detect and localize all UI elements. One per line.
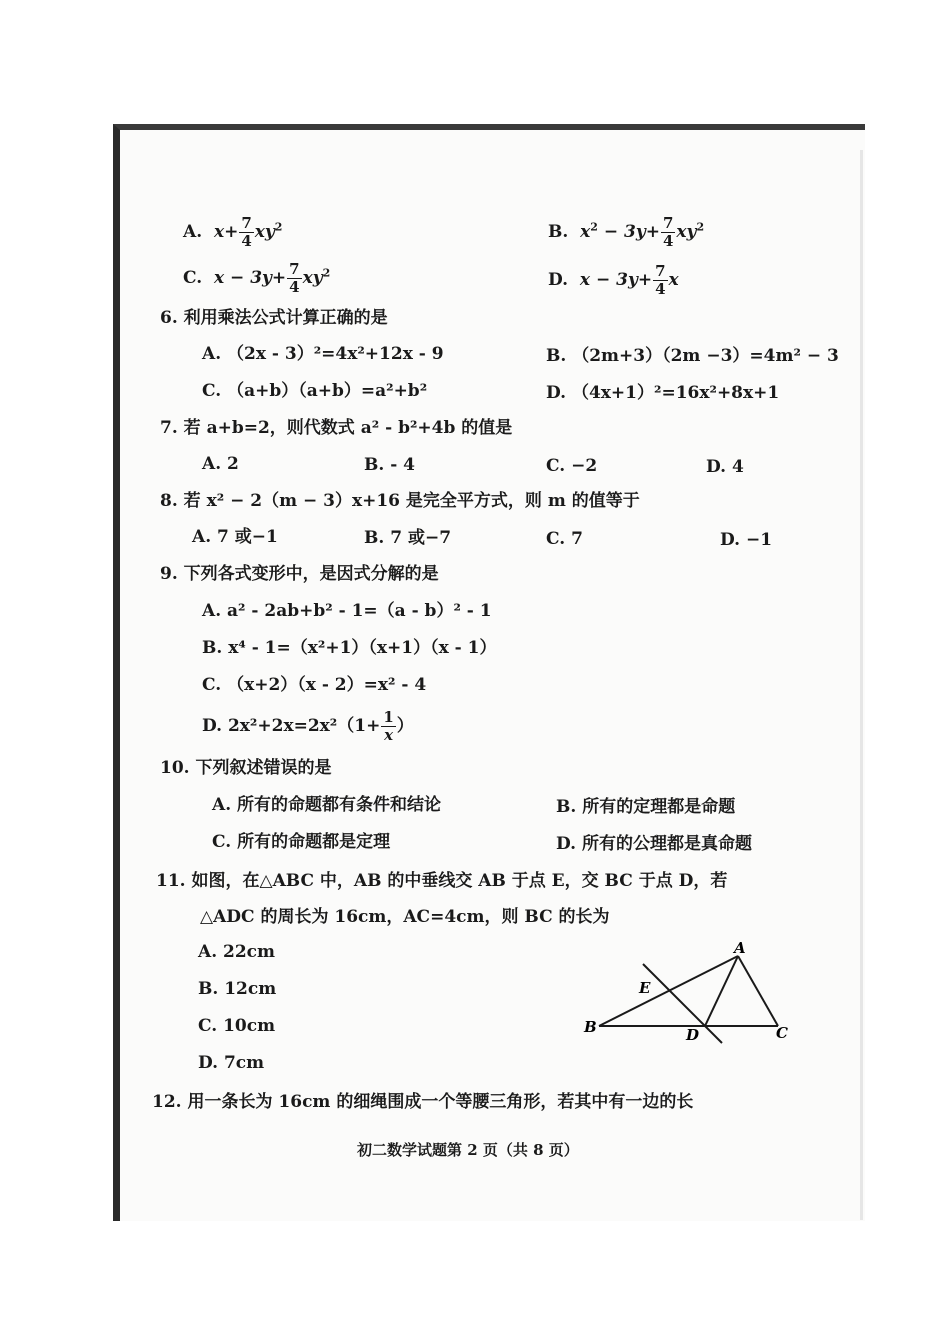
q8-option-d: D. −1	[720, 530, 773, 550]
q7-stem: 7. 若 a+b=2，则代数式 a² - b²+4b 的值是	[160, 418, 513, 438]
q11-option-a: A. 22cm	[198, 942, 276, 962]
q10-option-d: D. 所有的公理都是真命题	[556, 834, 752, 854]
q9-stem: 9. 下列各式变形中，是因式分解的是	[160, 564, 439, 584]
q8-option-b: B. 7 或−7	[364, 528, 452, 548]
label-B: B	[584, 1018, 597, 1036]
page-edge	[860, 150, 863, 1220]
perpendicular-bisector	[643, 964, 722, 1043]
q6-option-a: A. （2x - 3）²=4x²+12x - 9	[202, 344, 444, 364]
q10-option-a: A. 所有的命题都有条件和结论	[212, 795, 442, 815]
fraction: $\frac{7}{4}$	[289, 260, 300, 296]
q12-stem: 12. 用一条长为 16cm 的细绳围成一个等腰三角形，若其中有一边的长	[152, 1092, 694, 1112]
q7-option-a: A. 2	[202, 454, 239, 474]
q9-option-d: D. 2x²+2x=2x²（1+ $\frac{1}{x}$ ）	[202, 708, 414, 744]
label-C: C	[776, 1024, 788, 1042]
q5-option-d: D. x − 3y+ $\frac{7}{4}$ x	[548, 262, 679, 298]
segment-AD	[705, 956, 738, 1026]
q10-option-b: B. 所有的定理都是命题	[556, 797, 736, 817]
q10-stem: 10. 下列叙述错误的是	[160, 758, 332, 778]
q9-option-a: A. a² - 2ab+b² - 1=（a - b）² - 1	[202, 601, 492, 621]
q11-stem-line1: 11. 如图，在△ABC 中，AB 的中垂线交 AB 于点 E，交 BC 于点 D，若	[156, 871, 728, 891]
fraction: $\frac{1}{x}$	[383, 708, 394, 744]
q7-option-d: D. 4	[706, 457, 744, 477]
fraction: $\frac{7}{4}$	[662, 214, 674, 250]
page-footer: 初二数学试题第 2 页（共 8 页）	[357, 1141, 579, 1159]
label-E: E	[639, 979, 651, 997]
fraction: $\frac{7}{4}$	[655, 262, 666, 298]
q6-stem: 6. 利用乘法公式计算正确的是	[160, 308, 388, 328]
triangle-figure	[580, 940, 810, 1050]
q6-option-c: C. （a+b）（a+b）=a²+b²	[202, 381, 428, 401]
q6-option-d: D. （4x+1）²=16x²+8x+1	[546, 383, 780, 403]
q9-option-c: C. （x+2）（x - 2）=x² - 4	[202, 675, 427, 695]
segment-AC	[738, 956, 778, 1026]
q6-option-b: B. （2m+3）（2m −3）=4m² − 3	[546, 346, 839, 366]
q8-stem: 8. 若 x² − 2（m − 3）x+16 是完全平方式，则 m 的值等于	[160, 491, 640, 511]
q5-option-b: B. $x^2 - 3y+$ $\frac{7}{4}$ $xy^2$	[548, 214, 705, 250]
fraction: $\frac{7}{4}$	[241, 214, 252, 250]
q9-option-b: B. x⁴ - 1=（x²+1）（x+1）（x - 1）	[202, 638, 497, 658]
q7-option-c: C. −2	[546, 456, 598, 476]
q11-stem-line2: △ADC 的周长为 16cm，AC=4cm，则 BC 的长为	[200, 907, 610, 927]
label-A: A	[734, 940, 746, 957]
q11-option-c: C. 10cm	[198, 1016, 276, 1036]
q8-option-c: C. 7	[546, 529, 583, 549]
segment-AB	[599, 956, 738, 1026]
q5-option-a: A. x+ $\frac{7}{4}$ $xy^2$	[183, 214, 283, 250]
q5-option-c: C. x − 3y+ $\frac{7}{4}$ $xy^2$	[183, 260, 331, 296]
q11-option-b: B. 12cm	[198, 979, 277, 999]
label-D: D	[686, 1026, 700, 1044]
q11-option-d: D. 7cm	[198, 1053, 265, 1073]
q10-option-c: C. 所有的命题都是定理	[212, 832, 391, 852]
q8-option-a: A. 7 或−1	[192, 527, 278, 547]
q7-option-b: B. - 4	[364, 455, 416, 475]
